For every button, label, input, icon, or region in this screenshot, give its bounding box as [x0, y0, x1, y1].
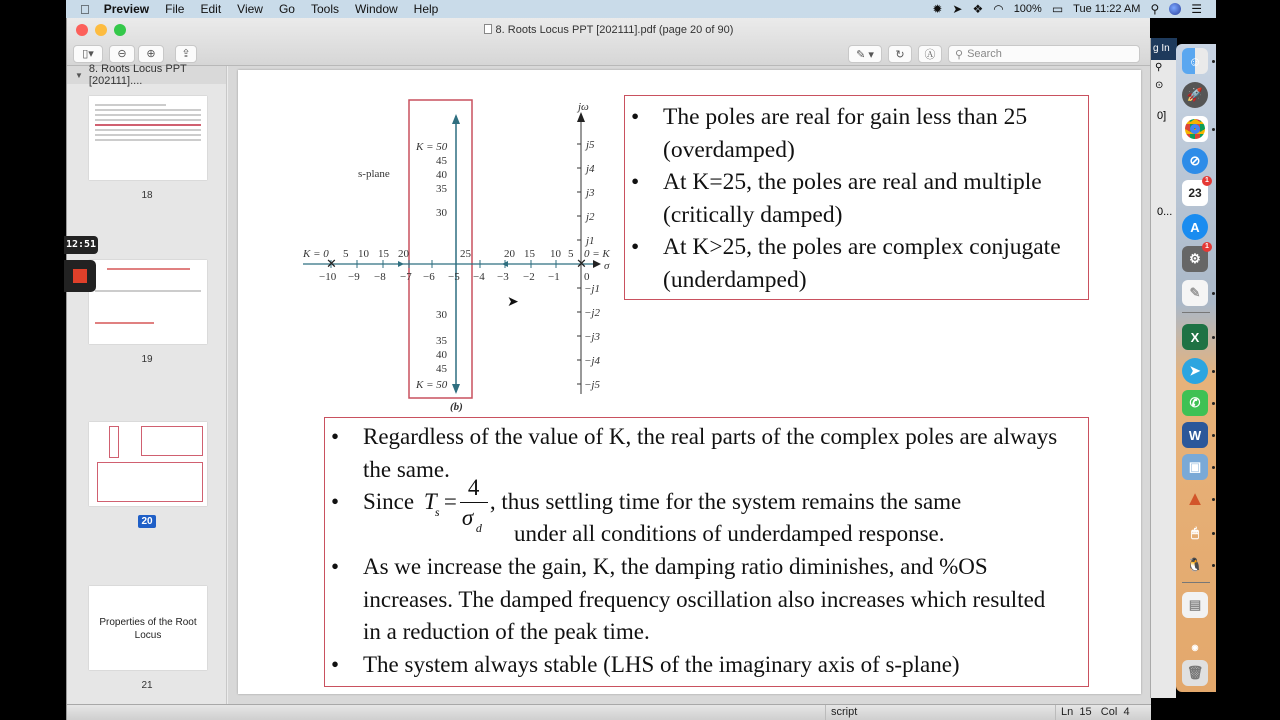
menu-view[interactable]: View [227, 2, 254, 16]
window-title [67, 24, 1150, 36]
thumbnail-page-21[interactable] [89, 586, 207, 670]
dock-trash-icon[interactable]: 🗑 [1182, 660, 1208, 686]
siri-icon[interactable] [1169, 3, 1181, 15]
svg-text:jω: jω [578, 101, 589, 113]
thumbnail-label-20: 20 [67, 516, 227, 527]
search-field[interactable] [948, 45, 1140, 63]
root-locus-figure [298, 94, 628, 414]
dock-app-store-icon[interactable]: A [1182, 214, 1208, 240]
svg-text:−1: −1 [548, 271, 560, 283]
dock-telegram-icon[interactable]: ➤ [1182, 358, 1208, 384]
svg-text:−j3: −j3 [584, 331, 600, 343]
thumbnail-label-21: 21 [141, 680, 153, 691]
svg-text:K = 0: K = 0 [303, 248, 329, 260]
svg-text:40: 40 [436, 169, 447, 181]
dropdown-icon[interactable]: ⊙ [1155, 80, 1164, 91]
markup-pen-button[interactable]: ✎ ▾ [848, 45, 882, 63]
document-view[interactable] [228, 66, 1151, 704]
dock-mouse-app-icon[interactable]: 🖱 [1191, 525, 1199, 540]
dock [1176, 44, 1216, 692]
thumbnail-21-title: Properties of the Root Locus [99, 617, 197, 641]
dock-downloads-stack-icon[interactable]: ◉ [1191, 642, 1199, 652]
svg-text:✕: ✕ [576, 256, 587, 271]
svg-text:40: 40 [436, 349, 447, 361]
recording-timer: 12:51 [64, 236, 98, 254]
mouse-cursor: ➤ [507, 293, 519, 309]
svg-text:15: 15 [378, 248, 389, 260]
svg-text:10: 10 [550, 248, 561, 260]
background-text-fragment-2: 0... [1157, 206, 1173, 218]
pdf-file-icon [484, 24, 492, 34]
svg-text:K = 50: K = 50 [416, 379, 448, 391]
dock-document-stack-icon[interactable]: ▤ [1182, 592, 1208, 618]
svg-text:j3: j3 [586, 187, 595, 199]
dock-launchpad-icon[interactable]: 🚀 [1182, 82, 1208, 108]
search-placeholder: Search [967, 48, 1002, 60]
menu-go[interactable]: Go [269, 2, 286, 16]
svg-text:10: 10 [358, 248, 369, 260]
apple-menu-icon[interactable] [80, 2, 90, 17]
toolbar [67, 42, 1150, 66]
pdf-page [238, 70, 1141, 694]
svg-text:−j4: −j4 [584, 355, 600, 367]
svg-text:j4: j4 [586, 163, 595, 175]
dock-safari-icon[interactable]: ⊘ [1182, 148, 1208, 174]
dropbox-icon[interactable]: ❖ [972, 2, 984, 16]
svg-text:−j2: −j2 [584, 307, 600, 319]
thumbnail-label-19: 19 [141, 354, 153, 365]
svg-text:35: 35 [436, 335, 447, 347]
disclosure-triangle-icon[interactable]: ▼ [75, 70, 83, 80]
svg-text:5: 5 [568, 248, 574, 260]
svg-text:j5: j5 [586, 139, 595, 151]
dock-puffin-icon[interactable]: 🐧 [1186, 557, 1204, 572]
markup-toolbar-button[interactable]: Ⓐ [918, 45, 942, 63]
status-bar [67, 704, 1151, 720]
svg-text:30: 30 [436, 207, 447, 219]
bullet-gain-effect: • As we increase the gain, K, the damping ratio diminishes, and %OS increases. The damped frequency oscillation also increases which resulted in a reduction of the peak time. [325, 551, 1088, 649]
menu-file[interactable]: File [155, 2, 175, 16]
svg-text:−j5: −j5 [584, 379, 600, 391]
thumbnail-page-20[interactable] [89, 422, 207, 506]
stop-recording-button[interactable] [64, 260, 96, 292]
spotlight-icon[interactable]: ⚲ [1150, 2, 1160, 16]
svg-text:20: 20 [398, 248, 409, 260]
bullet-settling-time: • Since T s = 4 σ d , thus settling time for the system remains the same under all conditions of underdamped response. [325, 486, 1088, 551]
svg-text:0: 0 [584, 271, 590, 283]
thumbnail-page-19[interactable] [89, 260, 207, 344]
menu-app-preview[interactable]: Preview [94, 2, 140, 16]
svg-text:j1: j1 [586, 235, 595, 247]
stop-icon [73, 269, 87, 283]
menu-tools[interactable]: Tools [301, 2, 330, 16]
summary-box-top [624, 95, 1089, 300]
background-text-fragment: 0] [1157, 110, 1167, 122]
svg-text:−3: −3 [497, 271, 509, 283]
bullet-critically-damped: • At K=25, the poles are real and multiple (critically damped) [625, 166, 1088, 231]
settling-time-formula: T s = 4 σ d [420, 486, 490, 516]
svg-text:K = 50: K = 50 [416, 141, 448, 153]
thumbnail-page-18[interactable] [89, 96, 207, 180]
svg-text:45: 45 [436, 363, 447, 375]
svg-text:0 = K: 0 = K [584, 248, 610, 260]
thumbnail-sidebar [67, 63, 227, 704]
rotate-button[interactable]: ↻ [888, 45, 912, 63]
dock-calendar-icon[interactable]: 23 1 [1182, 180, 1208, 206]
svg-text:−7: −7 [400, 271, 412, 283]
bullet-underdamped: • At K>25, the poles are complex conjugate (underdamped) [625, 231, 1088, 296]
notification-center-icon[interactable]: ☰ [1191, 2, 1202, 16]
menu-bar [66, 0, 1216, 18]
svg-text:−4: −4 [473, 271, 485, 283]
status-cursor-position: Ln 15 Col 4 [1055, 705, 1151, 720]
svg-text:−j1: −j1 [584, 283, 600, 295]
dock-preview-icon[interactable]: ▣ [1182, 454, 1208, 480]
dock-chrome-icon[interactable] [1182, 116, 1208, 142]
svg-text:s-plane: s-plane [358, 168, 390, 180]
menu-help[interactable]: Help [403, 2, 429, 16]
svg-text:−5: −5 [448, 271, 460, 283]
svg-text:−6: −6 [423, 271, 435, 283]
svg-text:✕: ✕ [326, 256, 337, 271]
sidebar-document-header[interactable] [67, 63, 226, 87]
zoom-in-button[interactable]: ⊕ [138, 45, 164, 63]
dock-whatsapp-icon[interactable]: ✆ [1182, 390, 1208, 416]
dock-excel-icon[interactable]: X [1182, 324, 1208, 350]
brightness-icon[interactable]: ✹ [932, 2, 943, 16]
svg-text:σ: σ [604, 260, 610, 272]
dock-system-preferences-icon[interactable]: ⚙ 1 [1182, 246, 1208, 272]
search-icon[interactable]: ⚲ [1155, 62, 1163, 73]
dock-word-icon[interactable]: W [1182, 422, 1208, 448]
svg-text:−8: −8 [374, 271, 386, 283]
clock[interactable]: Tue 11:22 AM [1073, 3, 1141, 15]
wifi-icon[interactable]: ◠ [993, 2, 1004, 16]
svg-text:20: 20 [504, 248, 515, 260]
svg-text:15: 15 [524, 248, 535, 260]
svg-text:j2: j2 [586, 211, 595, 223]
title-bar [67, 18, 1150, 42]
window-title-text: 8. Roots Locus PPT [202111].pdf (page 20 of 90) [495, 24, 734, 36]
bullet-real-parts: • Regardless of the value of K, the real parts of the complex poles are always the same. [325, 421, 1088, 486]
share-button[interactable]: ⇪ [175, 45, 197, 63]
svg-text:25: 25 [460, 248, 471, 260]
battery-percent: 100% [1013, 3, 1042, 15]
svg-text:−9: −9 [348, 271, 360, 283]
search-icon: ⚲ [955, 48, 964, 61]
dock-finder-icon[interactable]: ☺ [1182, 48, 1208, 74]
menu-edit[interactable]: Edit [190, 2, 212, 16]
sidebar-toggle-button[interactable]: ▯▾ [73, 45, 103, 63]
svg-text:45: 45 [436, 155, 447, 167]
dock-textedit-icon[interactable]: ✎ [1182, 280, 1208, 306]
svg-text:30: 30 [436, 309, 447, 321]
dock-matlab-icon[interactable]: ▲ [1185, 487, 1205, 510]
svg-text:−2: −2 [523, 271, 535, 283]
battery-icon[interactable]: ▭ [1051, 2, 1064, 16]
background-window [1150, 38, 1176, 698]
bullet-stability: • The system always stable (LHS of the imaginary axis of s-plane) [325, 649, 1088, 682]
bullet-overdamped: • The poles are real for gain less than 25 (overdamped) [625, 101, 1088, 166]
telegram-icon[interactable]: ➤ [952, 2, 963, 16]
thumbnail-label-18: 18 [141, 190, 153, 201]
sign-in-button[interactable]: g In [1151, 38, 1177, 60]
svg-text:35: 35 [436, 183, 447, 195]
svg-text:(b): (b) [450, 401, 463, 413]
menu-window[interactable]: Window [345, 2, 388, 16]
preview-window [66, 18, 1150, 720]
zoom-out-button[interactable]: ⊖ [109, 45, 135, 63]
svg-text:−10: −10 [319, 271, 337, 283]
svg-text:5: 5 [343, 248, 349, 260]
summary-box-bottom [324, 417, 1089, 687]
sidebar-document-name: 8. Roots Locus PPT [202111].... [88, 63, 187, 87]
status-mode: script [825, 705, 1055, 720]
